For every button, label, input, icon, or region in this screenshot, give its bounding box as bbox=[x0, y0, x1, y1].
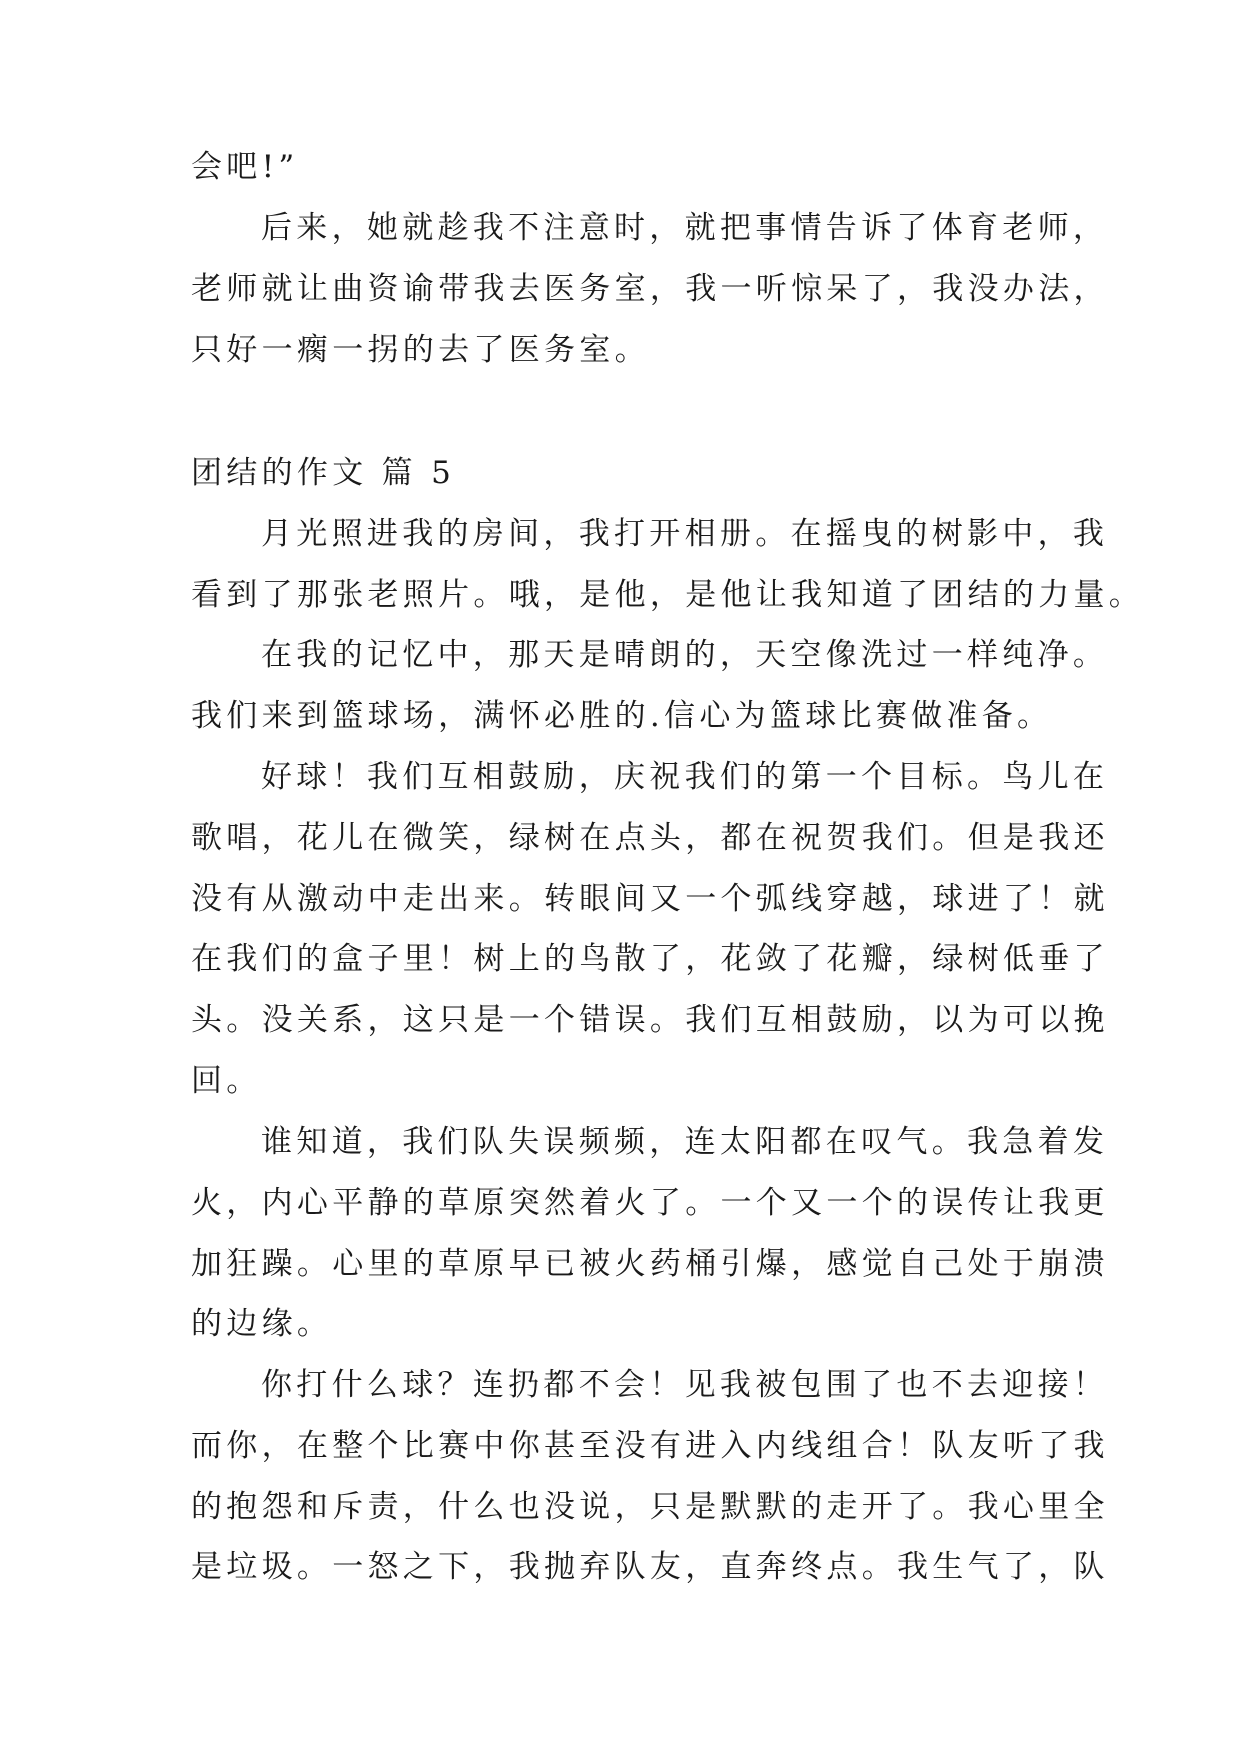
heading-text: 团结的作文 篇 5 bbox=[191, 455, 456, 491]
text-line: 回。 bbox=[191, 1062, 262, 1099]
text-line: 的抱怨和斥责，什么也没说，只是默默的走开了。我心里全 bbox=[191, 1488, 1109, 1525]
paragraph bbox=[191, 198, 1109, 380]
text-line: 老师就让曲资谕带我去医务室，我一听惊呆了，我没办法， bbox=[191, 270, 1109, 307]
text-line: 而你，在整个比赛中你甚至没有进入内线组合！队友听了我 bbox=[191, 1427, 1109, 1464]
text-line: 的边缘。 bbox=[191, 1306, 333, 1343]
text-line: 只好一瘸一拐的去了医务室。 bbox=[191, 331, 650, 368]
text-line: 谁知道，我们队失误频频，连太阳都在叹气。我急着发 bbox=[261, 1124, 1109, 1160]
text-line: 好球！我们互相鼓励，庆祝我们的第一个目标。鸟儿在 bbox=[261, 759, 1109, 795]
text-line: 在我们的盒子里！树上的鸟散了，花敛了花瓣，绿树低垂了 bbox=[191, 941, 1109, 978]
text-line: 看到了那张老照片。哦，是他，是他让我知道了团结的力量。 bbox=[191, 576, 1145, 613]
paragraph-continuation bbox=[191, 137, 1061, 198]
text-line: 火，内心平静的草原突然着火了。一个又一个的误传让我更 bbox=[191, 1184, 1109, 1221]
section-heading bbox=[191, 443, 1061, 504]
paragraph bbox=[191, 1112, 1109, 1355]
text-line: 没有从激动中走出来。转眼间又一个弧线穿越，球进了！就 bbox=[191, 880, 1109, 917]
text-line: 会吧!” bbox=[191, 149, 299, 185]
text-line: 月光照进我的房间，我打开相册。在摇曳的树影中，我 bbox=[261, 516, 1109, 552]
text-line: 我们来到篮球场，满怀必胜的.信心为篮球比赛做准备。 bbox=[191, 697, 1053, 734]
text-line: 加狂躁。心里的草原早已被火药桶引爆，感觉自己处于崩溃 bbox=[191, 1245, 1109, 1282]
text-line: 是垃圾。一怒之下，我抛弃队友，直奔终点。我生气了，队 bbox=[191, 1549, 1109, 1586]
text-line: 歌唱，花儿在微笑，绿树在点头，都在祝贺我们。但是我还 bbox=[191, 819, 1109, 856]
text-line: 后来，她就趁我不注意时，就把事情告诉了体育老师， bbox=[261, 210, 1109, 246]
paragraph bbox=[191, 1355, 1109, 1598]
paragraph bbox=[191, 747, 1109, 1112]
text-line: 在我的记忆中，那天是晴朗的，天空像洗过一样纯净。 bbox=[261, 637, 1109, 673]
text-line: 你打什么球？连扔都不会！见我被包围了也不去迎接！ bbox=[261, 1367, 1109, 1403]
paragraph bbox=[191, 504, 1145, 626]
paragraph bbox=[191, 625, 1109, 747]
text-line: 头。没关系，这只是一个错误。我们互相鼓励，以为可以挽 bbox=[191, 1002, 1109, 1039]
